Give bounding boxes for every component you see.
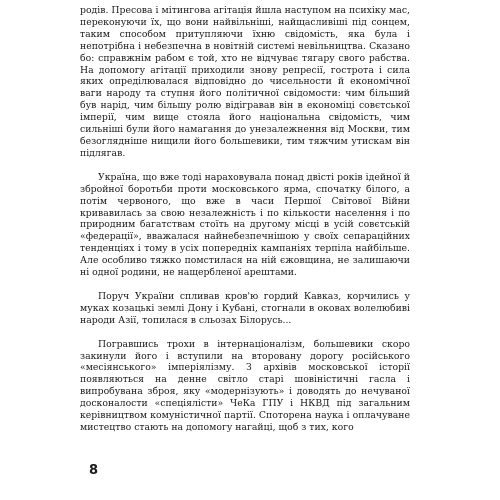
paragraph-gap — [80, 279, 410, 291]
paragraph-4: Погравшись трохи в інтернаціоналізм, большевики скоро закинули його і вступили на второвану дорогу російського «месіянського» імперіялізму. З архівів московської історії появляються на денне світло старі шовіністичні гасла і випробувана зброя, яку «модернізують» і доводять до нечуваної досконалости «спеціялісти» ЧеКа ГПУ і НКВД під загальним керівництвом комуністичної партії. Споторена наука і оплачуване мистецтво стають на допомогу нагайці, щоб з тих, кого — [80, 338, 410, 433]
paragraph-1: родів. Пресова і мітингова агітація йшла наступом на психіку мас, переконуючи їх, що вони найвільніші, найщасливіші під сонцем, таким способом притупляючи їхню свідомість, яка була і непотрібна і небезпечна в новітній системі невільництва. Сказано бо: справжнім рабом є той, хто не відчуває тягару свого рабства. На допомогу агітації приходили знову репресії, гострота і сила яких опреділювалася відповідно до чисельности й економічної ваги народу та ступня його політичної свідомости: чим більший був нарід, чим більшу ролю відігравав він в економіці совєтської імперії, чим вище стояла його національна свідомість, чим сильніші були його намагання до унезалежнення від Москви, тим безоглядніше нищили його большевики, тим тяжчим утискам він підлягав. — [80, 5, 410, 159]
page-number: 8 — [89, 463, 99, 478]
paragraph-gap — [80, 327, 410, 339]
paragraph-gap — [80, 160, 410, 172]
body-text — [80, 5, 410, 434]
paragraph-2: Україна, що вже тоді нараховувала понад двісті років ідейної й збройної боротьби проти московського ярма, спочатку білого, а потім червоного, що вже в часи Першої Світової Війни кривавилась за свою незалежність і по кількости населення і по природним багатствам стоїть на другому місці в усій совєтській «федерації», вважалася найнебезпечнішою у своїх сепараційних тенденціях і тому в усіх попередніх кампаніях терпіла найбільше. Але особливо тяжко помстилася на ній єжовщина, не залишаючи ні одної родини, не нащербленої арештами. — [80, 171, 410, 279]
paragraph-3: Поруч України спливав кров'ю гордий Кавказ, корчились у муках козацькі землі Дону і Кубані, стогнали в оковах волелюбиві народи Азії, топилася в сльозах Білорусь... — [80, 290, 410, 326]
